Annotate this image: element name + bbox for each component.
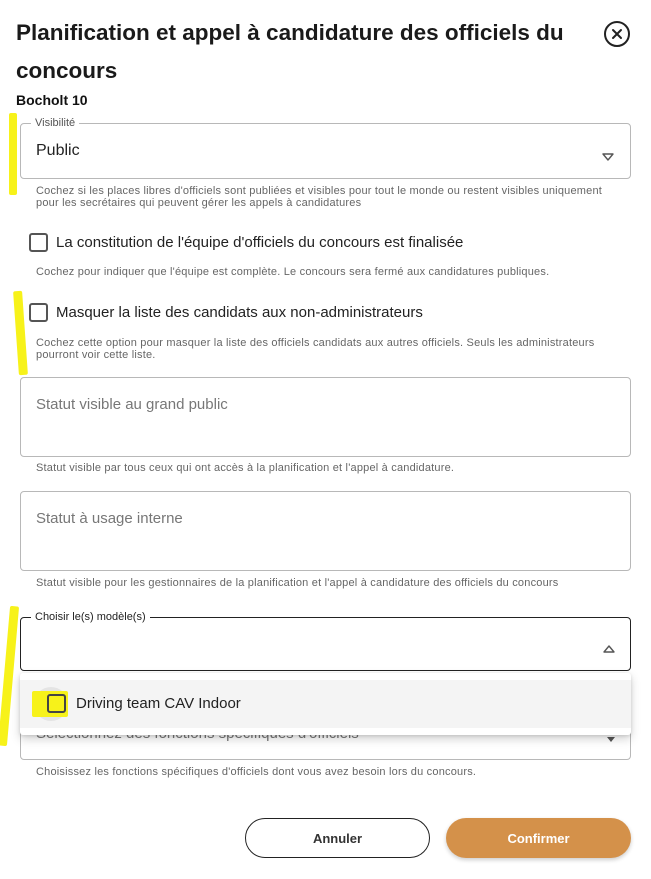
template-option-checkbox[interactable]: [47, 694, 66, 713]
templates-select[interactable]: [20, 611, 631, 671]
visibility-value: Public: [36, 142, 80, 159]
highlight-mark: [9, 113, 17, 195]
templates-label: Choisir le(s) modèle(s): [31, 611, 150, 624]
internal-status-helper: Statut visible pour les gestionnaires de la planification et l'appel à candidature des officiels du concours: [36, 577, 559, 589]
chevron-up-icon: [603, 640, 615, 658]
chevron-down-icon: [602, 148, 614, 166]
hide-candidates-helper: Cochez cette option pour masquer la liste des officiels candidats aux autres officiels. Seuls les administrateurs pourront voir cette liste.: [36, 337, 595, 361]
functions-helper: Choisissez les fonctions spécifiques d'officiels dont vous avez besoin lors du concours.: [36, 766, 477, 778]
visibility-helper: Cochez si les places libres d'officiels sont publiées et visibles pour tout le monde ou restent visibles uniquement pour les secrétaires qui peuvent gérer les appels à candidatures: [36, 185, 603, 209]
highlight-mark: [13, 291, 28, 375]
public-status-input[interactable]: [20, 377, 631, 457]
close-button[interactable]: [604, 21, 630, 47]
hide-candidates-label[interactable]: Masquer la liste des candidats aux non-administrateurs: [56, 304, 423, 321]
cancel-button[interactable]: Annuler: [245, 818, 430, 858]
visibility-label: Visibilité: [31, 117, 79, 130]
highlight-mark: [0, 606, 19, 746]
template-option-label: Driving team CAV Indoor: [76, 695, 241, 712]
team-finalized-label[interactable]: La constitution de l'équipe d'officiels du concours est finalisée: [56, 234, 464, 251]
public-status-placeholder: Statut visible au grand public: [36, 396, 228, 413]
internal-status-placeholder: Statut à usage interne: [36, 510, 183, 527]
internal-status-input[interactable]: [20, 491, 631, 571]
close-icon: [611, 28, 623, 40]
competition-name: Bocholt 10: [16, 92, 88, 108]
team-finalized-checkbox[interactable]: [29, 233, 48, 252]
visibility-select[interactable]: [20, 117, 631, 179]
dialog-title: Planification et appel à candidature des officiels du concours: [16, 20, 564, 83]
team-finalized-helper: Cochez pour indiquer que l'équipe est complète. Le concours sera fermé aux candidatures publiques.: [36, 266, 550, 278]
public-status-helper: Statut visible par tous ceux qui ont accès à la planification et l'appel à candidature.: [36, 462, 455, 474]
template-option[interactable]: [20, 680, 631, 728]
confirm-button[interactable]: Confirmer: [446, 818, 631, 858]
hide-candidates-checkbox[interactable]: [29, 303, 48, 322]
templates-dropdown-menu: [20, 673, 631, 735]
